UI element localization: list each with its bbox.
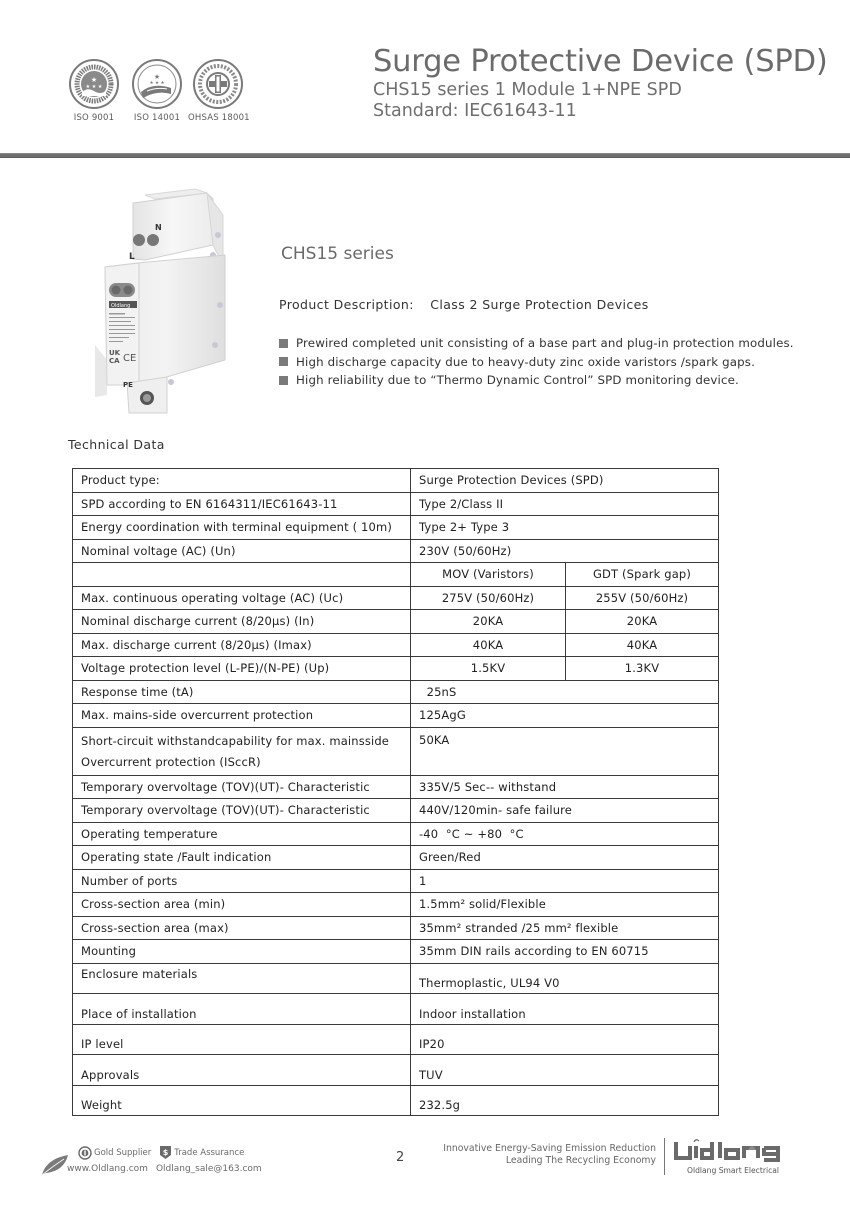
table-row <box>73 1085 719 1116</box>
ohsas-18001-seal-icon <box>192 58 244 110</box>
table-row <box>73 893 719 917</box>
certification-logos <box>62 58 262 128</box>
table-row <box>73 799 719 823</box>
table-row <box>73 1055 719 1086</box>
cert-label: ISO 14001 <box>133 113 181 123</box>
footer-badges <box>78 1145 244 1160</box>
svg-text:Oldlang: Oldlang <box>111 303 131 309</box>
table-row <box>73 940 719 964</box>
gdt-value: 1.3KV <box>566 657 719 681</box>
table-row <box>73 963 719 994</box>
table-row <box>73 469 719 493</box>
row-label: Operating temperature <box>73 822 411 846</box>
row-label: Max. continuous operating voltage (AC) (Uc) <box>73 586 411 610</box>
technical-data-table <box>72 468 719 1116</box>
row-label: Short-circuit withstandcapability for max. mainsside Overcurrent protection (ISccR) <box>73 727 411 775</box>
row-value: 1 <box>411 869 719 893</box>
table-row <box>73 916 719 940</box>
row-value: -40 °C ~ +80 °C <box>411 822 719 846</box>
table-row <box>73 586 719 610</box>
row-value: 232.5g <box>411 1085 719 1116</box>
row-value: Type 2+ Type 3 <box>411 516 719 540</box>
iso-14001-seal-icon <box>131 58 183 110</box>
mov-column-header: MOV (Varistors) <box>411 563 566 587</box>
series-title: CHS15 series <box>281 244 394 264</box>
feature-item <box>279 371 794 390</box>
footer-contact <box>40 1145 280 1185</box>
title-block <box>373 44 828 122</box>
table-row <box>73 775 719 799</box>
slogan-line: Innovative Energy-Saving Emission Reduction <box>443 1143 656 1154</box>
row-label: Temporary overvoltage (TOV)(UT)- Characteristic <box>73 799 411 823</box>
table-row <box>73 994 719 1025</box>
gdt-value: 40KA <box>566 633 719 657</box>
square-bullet-icon <box>279 376 288 385</box>
brand-caption: Oldlang Smart Electrical <box>687 1166 780 1175</box>
mov-value: 1.5KV <box>411 657 566 681</box>
table-row <box>73 869 719 893</box>
leaf-icon <box>40 1153 70 1177</box>
terminal-label-pe: PE <box>123 381 133 389</box>
row-label: Number of ports <box>73 869 411 893</box>
gdt-value: 255V (50/60Hz) <box>566 586 719 610</box>
table-row <box>73 516 719 540</box>
cert-ohsas-18001 <box>188 58 248 123</box>
row-label <box>73 563 411 587</box>
row-label: Voltage protection level (L-PE)/(N-PE) (Up) <box>73 657 411 681</box>
row-label: Mounting <box>73 940 411 964</box>
table-row <box>73 492 719 516</box>
footer-links <box>67 1164 262 1174</box>
oldlang-brand-logo <box>672 1138 798 1162</box>
row-value: 335V/5 Sec-- withstand <box>411 775 719 799</box>
svg-text:★: ★ <box>90 76 98 84</box>
row-label: Nominal voltage (AC) (Un) <box>73 539 411 563</box>
description-value: Class 2 Surge Protection Devices <box>430 297 649 312</box>
row-value: Green/Red <box>411 846 719 870</box>
cert-label: ISO 9001 <box>73 113 115 123</box>
gdt-column-header: GDT (Spark gap) <box>566 563 719 587</box>
row-label: Approvals <box>73 1055 411 1086</box>
row-label: Place of installation <box>73 994 411 1025</box>
row-label: Max. mains-side overcurrent protection <box>73 704 411 728</box>
row-value: 440V/120min- safe failure <box>411 799 719 823</box>
trade-assurance-label: Trade Assurance <box>174 1147 245 1158</box>
mov-value: 40KA <box>411 633 566 657</box>
product-description <box>279 297 649 312</box>
table-row <box>73 822 719 846</box>
feature-list <box>279 334 794 390</box>
page-title: Surge Protective Device (SPD) <box>373 44 828 79</box>
svg-text:CE: CE <box>123 353 137 364</box>
email-link[interactable]: Oldlang_sale@163.com <box>155 1164 262 1174</box>
technical-data-title: Technical Data <box>68 437 165 452</box>
iso-9001-seal-icon <box>68 58 120 110</box>
svg-text:CA: CA <box>109 357 120 365</box>
gold-supplier-icon <box>78 1146 92 1160</box>
row-value: IP20 <box>411 1024 719 1055</box>
cert-iso-14001 <box>127 58 187 123</box>
header-divider <box>0 153 850 158</box>
product-image <box>95 185 255 420</box>
row-label: Energy coordination with terminal equipment ( 10m) <box>73 516 411 540</box>
table-row <box>73 1024 719 1055</box>
row-label: Cross-section area (min) <box>73 893 411 917</box>
feature-text: Prewired completed unit consisting of a base part and plug-in protection modules. <box>296 336 794 350</box>
svg-text:$: $ <box>162 1148 169 1157</box>
feature-item <box>279 334 794 353</box>
svg-text:UK: UK <box>109 349 121 357</box>
row-label: Product type: <box>73 469 411 493</box>
page-number: 2 <box>396 1150 405 1165</box>
series-subtitle: CHS15 series 1 Module 1+NPE SPD <box>373 80 682 100</box>
row-label: Temporary overvoltage (TOV)(UT)- Characteristic <box>73 775 411 799</box>
svg-text:★ ★ ★: ★ ★ ★ <box>85 84 103 90</box>
row-label: Nominal discharge current (8/20μs) (In) <box>73 610 411 634</box>
row-value: 125AgG <box>411 704 719 728</box>
cert-iso-9001 <box>64 58 124 123</box>
table-row <box>73 610 719 634</box>
table-row <box>73 704 719 728</box>
mov-value: 20KA <box>411 610 566 634</box>
table-row <box>73 539 719 563</box>
table-row <box>73 846 719 870</box>
feature-item <box>279 353 794 372</box>
standard-subtitle: Standard: IEC61643-11 <box>373 101 577 121</box>
square-bullet-icon <box>279 339 288 348</box>
row-value: 50KA <box>411 727 719 775</box>
square-bullet-icon <box>279 357 288 366</box>
footer-slogan <box>443 1143 656 1167</box>
row-value: Indoor installation <box>411 994 719 1025</box>
slogan-line: Leading The Recycling Economy <box>505 1155 656 1166</box>
table-row <box>73 680 719 704</box>
row-value: 1.5mm² solid/Flexible <box>411 893 719 917</box>
table-row <box>73 633 719 657</box>
row-label: Cross-section area (max) <box>73 916 411 940</box>
row-label: Response time (tA) <box>73 680 411 704</box>
gold-supplier-label: Gold Supplier <box>94 1147 152 1158</box>
row-value: 230V (50/60Hz) <box>411 539 719 563</box>
svg-text:★: ★ <box>153 73 161 81</box>
website-link[interactable]: www.Oldlang.com <box>67 1164 148 1174</box>
row-label: IP level <box>73 1024 411 1055</box>
row-value: Thermoplastic, UL94 V0 <box>411 963 719 994</box>
row-label: Max. discharge current (8/20μs) (Imax) <box>73 633 411 657</box>
svg-text:★ ★ ★: ★ ★ ★ <box>149 81 165 86</box>
row-value: TUV <box>411 1055 719 1086</box>
row-label: Enclosure materials <box>73 963 411 994</box>
cert-label: OHSAS 18001 <box>188 113 250 123</box>
footer-divider <box>664 1138 665 1175</box>
row-label: Operating state /Fault indication <box>73 846 411 870</box>
feature-text: High discharge capacity due to heavy-duty zinc oxide varistors /spark gaps. <box>296 354 756 369</box>
table-row <box>73 727 719 775</box>
feature-text: High reliability due to “Thermo Dynamic Control” SPD monitoring device. <box>296 373 739 387</box>
split-header-row <box>73 563 719 587</box>
mov-value: 275V (50/60Hz) <box>411 586 566 610</box>
row-value: 35mm DIN rails according to EN 60715 <box>411 940 719 964</box>
trade-assurance-shield-icon <box>159 1145 172 1160</box>
row-value: 25nS <box>411 680 719 704</box>
row-label: Weight <box>73 1085 411 1116</box>
table-row <box>73 657 719 681</box>
gdt-value: 20KA <box>566 610 719 634</box>
row-value: Surge Protection Devices (SPD) <box>411 469 719 493</box>
description-label: Product Description: <box>279 297 414 312</box>
row-label: SPD according to EN 6164311/IEC61643-11 <box>73 492 411 516</box>
terminal-label-n: N <box>155 223 162 232</box>
terminal-label-l: L <box>129 252 135 262</box>
row-value: 35mm² stranded /25 mm² flexible <box>411 916 719 940</box>
row-value: Type 2/Class II <box>411 492 719 516</box>
